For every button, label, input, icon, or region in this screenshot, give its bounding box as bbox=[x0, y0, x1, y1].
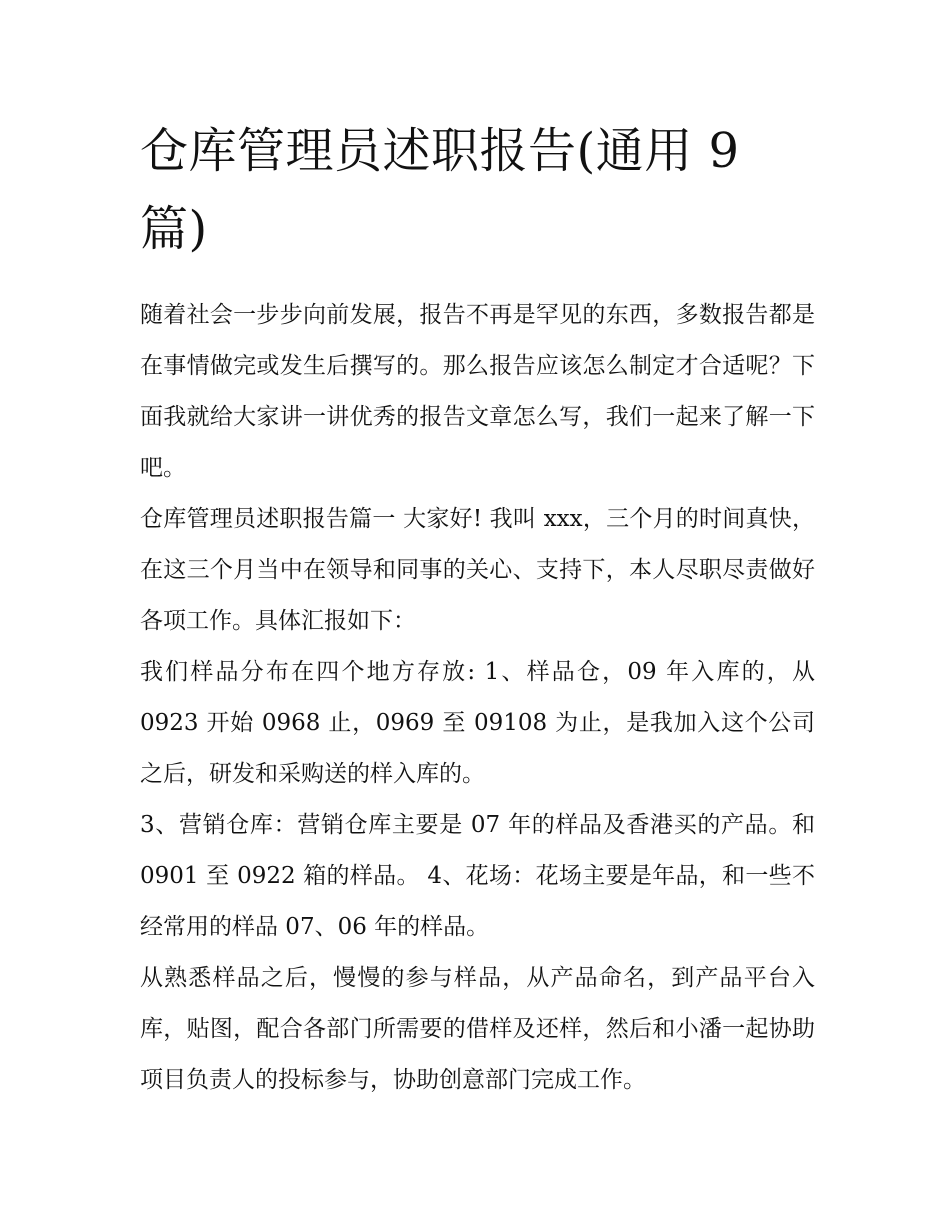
paragraph-intro: 随着社会一步步向前发展，报告不再是罕见的东西，多数报告都是在事情做完或发生后撰写的。那么报告应该怎么制定才合适呢？下面我就给大家讲一讲优秀的报告文章怎么写，我们一起来了解一下吧。 bbox=[140, 302, 815, 481]
paragraph-greeting: 仓库管理员述职报告篇一 大家好! 我叫 xxx，三个月的时间真快，在这三个月当中在领导和同事的关心、支持下，本人尽职尽责做好各项工作。具体汇报如下： bbox=[140, 506, 815, 634]
paragraph-marketing-warehouse: 3、营销仓库：营销仓库主要是 07 年的样品及香港买的产品。和 0901 至 0922 箱的样品。 4、花场：花场主要是年品，和一些不经常用的样品 07、06 年的样品。 bbox=[140, 812, 815, 940]
paragraph-work-summary: 从熟悉样品之后，慢慢的参与样品，从产品命名，到产品平台入库，贴图，配合各部门所需要的借样及还样，然后和小潘一起协助项目负责人的投标参与，协助创意部门完成工作。 bbox=[140, 965, 815, 1093]
document-body bbox=[140, 112, 815, 1106]
paragraph-sample-storage: 我们样品分布在四个地方存放: 1、样品仓，09 年入库的，从 0923 开始 0968 止，0969 至 09108 为止，是我加入这个公司之后，研发和采购送的样入库的。 bbox=[140, 659, 815, 787]
document-title: 仓库管理员述职报告(通用 9 篇) bbox=[140, 123, 740, 257]
